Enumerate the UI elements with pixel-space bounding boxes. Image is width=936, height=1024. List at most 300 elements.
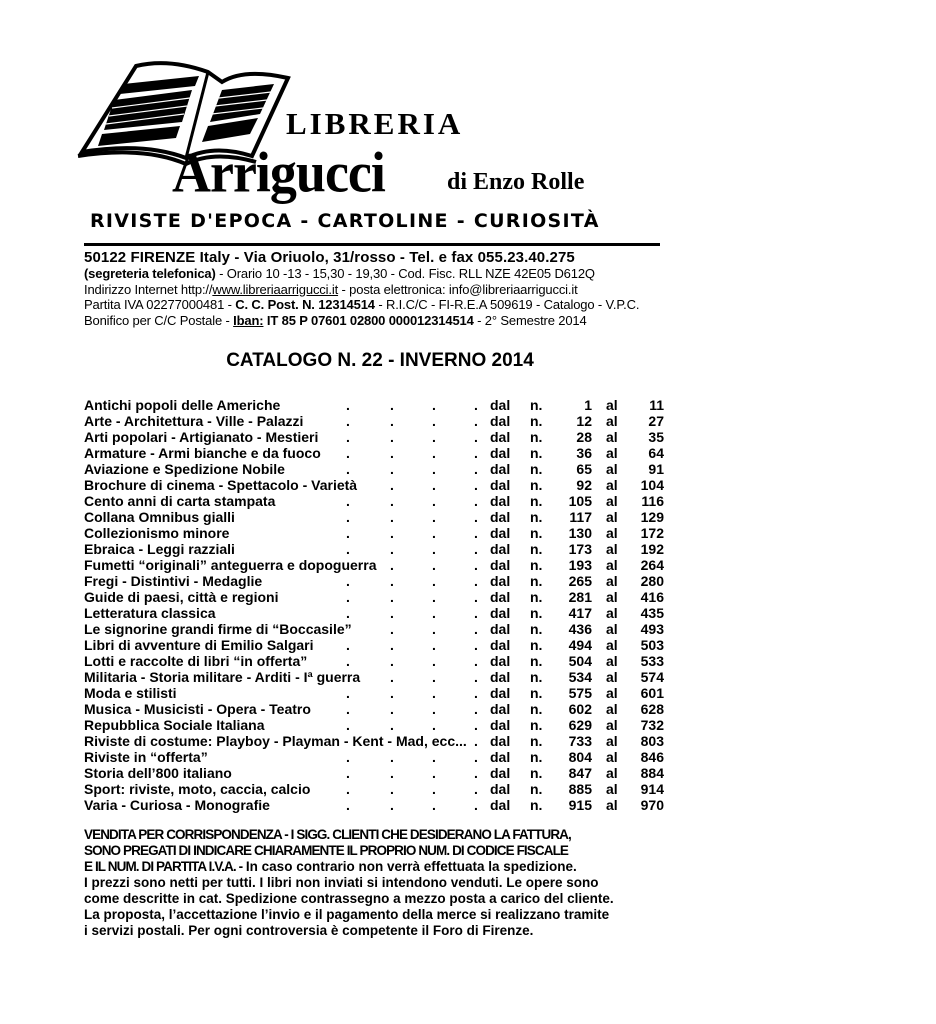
- index-word-to: al: [606, 461, 618, 477]
- index-section-title: Aviazione e Spedizione Nobile: [84, 461, 285, 477]
- index-section-title: Lotti e raccolte di libri “in offerta”: [84, 653, 308, 669]
- index-word-from: dal: [490, 669, 511, 685]
- index-section-title: Riviste in “offerta”: [84, 749, 208, 765]
- hours-text: - Orario 10 -13 - 15,30 - 19,30 - Cod. Fisc. RLL NZE 42E05 D612Q: [215, 266, 595, 281]
- leader-dot: .: [390, 493, 394, 509]
- email-text: - posta elettronica: info@libreriaarrigucci.it: [338, 281, 578, 297]
- index-section-title: Fumetti “originali” anteguerra e dopoguerra: [84, 557, 377, 573]
- index-word-number: n.: [530, 541, 543, 557]
- leader-dot: .: [346, 797, 350, 813]
- index-to-number: 116: [641, 493, 664, 509]
- leader-dot: .: [432, 413, 436, 429]
- index-row: [84, 429, 664, 445]
- index-from-number: 105: [568, 493, 592, 509]
- leader-dot: .: [346, 781, 350, 797]
- index-word-to: al: [606, 637, 618, 653]
- leader-dot: .: [346, 701, 350, 717]
- index-word-to: al: [606, 685, 618, 701]
- leader-dot: .: [390, 717, 394, 733]
- index-from-number: 885: [568, 781, 592, 797]
- index-word-from: dal: [490, 413, 511, 429]
- index-to-number: 914: [640, 781, 664, 797]
- index-to-number: 803: [640, 733, 664, 749]
- index-row: [84, 749, 664, 765]
- index-word-number: n.: [530, 781, 543, 797]
- index-from-number: 847: [568, 765, 592, 781]
- index-to-number: 264: [640, 557, 664, 573]
- leader-dot: .: [474, 781, 478, 797]
- leader-dot: .: [474, 445, 478, 461]
- leader-dot: .: [346, 525, 350, 541]
- leader-dot: .: [474, 637, 478, 653]
- index-word-from: dal: [490, 493, 511, 509]
- leader-dot: .: [346, 717, 350, 733]
- brand-name: Arrigucci: [172, 141, 385, 205]
- store-subtitle: RIVISTE D'EPOCA - CARTOLINE - CURIOSITÀ: [90, 210, 600, 232]
- leader-dot: .: [346, 685, 350, 701]
- index-section-title: Letteratura classica: [84, 605, 216, 621]
- index-word-from: dal: [490, 605, 511, 621]
- leader-dot: .: [390, 637, 394, 653]
- index-word-from: dal: [490, 653, 511, 669]
- leader-dot: .: [432, 653, 436, 669]
- index-from-number: 436: [568, 621, 592, 637]
- index-word-to: al: [606, 397, 618, 413]
- header-divider: [84, 243, 660, 246]
- index-word-to: al: [606, 525, 618, 541]
- index-word-to: al: [606, 477, 618, 493]
- index-to-number: 91: [648, 461, 664, 477]
- index-from-number: 804: [568, 749, 592, 765]
- index-row: [84, 669, 664, 685]
- contact-block: [84, 249, 664, 328]
- leader-dot: .: [346, 413, 350, 429]
- leader-dot: .: [432, 589, 436, 605]
- index-row: [84, 733, 664, 749]
- index-section-title: Guide di paesi, città e regioni: [84, 589, 279, 605]
- index-to-number: 574: [640, 669, 664, 685]
- index-section-title: Arti popolari - Artigianato - Mestieri: [84, 429, 319, 445]
- notice-line-7: i servizi postali. Per ogni controversia è competente il Foro di Firenze.: [84, 923, 534, 938]
- index-word-number: n.: [530, 477, 543, 493]
- index-row: [84, 621, 664, 637]
- leader-dot: .: [346, 429, 350, 445]
- index-row: [84, 461, 664, 477]
- index-word-to: al: [606, 765, 618, 781]
- index-word-to: al: [606, 445, 618, 461]
- index-to-number: 601: [640, 685, 664, 701]
- index-from-number: 534: [568, 669, 592, 685]
- index-row: [84, 781, 664, 797]
- leader-dot: .: [346, 541, 350, 557]
- index-word-number: n.: [530, 797, 543, 813]
- index-word-from: dal: [490, 509, 511, 525]
- index-word-number: n.: [530, 717, 543, 733]
- leader-dot: .: [346, 653, 350, 669]
- answering-machine-note: (segreteria telefonica): [84, 266, 216, 281]
- index-row: [84, 445, 664, 461]
- leader-dot: .: [346, 637, 350, 653]
- leader-dot: .: [432, 445, 436, 461]
- index-section-title: Le signorine grandi firme di “Boccasile”: [84, 621, 352, 637]
- index-from-number: 575: [568, 685, 592, 701]
- leader-dot: .: [390, 797, 394, 813]
- index-word-from: dal: [490, 477, 511, 493]
- index-word-from: dal: [490, 717, 511, 733]
- index-word-to: al: [606, 717, 618, 733]
- index-word-from: dal: [490, 445, 511, 461]
- index-word-number: n.: [530, 461, 543, 477]
- index-to-number: 533: [640, 653, 664, 669]
- notice-line-1: VENDITA PER CORRISPONDENZA - I SIGG. CLIENTI CHE DESIDERANO LA FATTURA,: [84, 827, 571, 842]
- leader-dot: .: [390, 589, 394, 605]
- index-word-to: al: [606, 413, 618, 429]
- index-word-to: al: [606, 733, 618, 749]
- index-word-number: n.: [530, 493, 543, 509]
- address-line: 50122 FIRENZE Italy - Via Oriuolo, 31/rosso - Tel. e fax 055.23.40.275: [84, 249, 575, 266]
- leader-dot: .: [346, 573, 350, 589]
- leader-dot: .: [432, 429, 436, 445]
- iban-line: [84, 313, 664, 329]
- leader-dot: .: [432, 573, 436, 589]
- index-word-number: n.: [530, 701, 543, 717]
- index-word-number: n.: [530, 589, 543, 605]
- notice-vat-rest: In caso contrario non verrà effettuata la spedizione.: [242, 859, 577, 874]
- leader-dot: .: [432, 509, 436, 525]
- index-row: [84, 701, 664, 717]
- index-word-number: n.: [530, 573, 543, 589]
- index-word-to: al: [606, 653, 618, 669]
- leader-dot: .: [474, 685, 478, 701]
- index-section-title: Brochure di cinema - Spettacolo - Varietà: [84, 477, 358, 493]
- leader-dot: .: [474, 461, 478, 477]
- leader-dot: .: [390, 525, 394, 541]
- notice-line-6: La proposta, l’accettazione l’invio e il pagamento della merce si realizzano tramite: [84, 907, 610, 922]
- leader-dot: .: [346, 749, 350, 765]
- index-to-number: 846: [640, 749, 664, 765]
- leader-dot: .: [474, 397, 478, 413]
- index-word-number: n.: [530, 637, 543, 653]
- leader-dot: .: [390, 781, 394, 797]
- index-to-number: 435: [640, 605, 664, 621]
- index-row: [84, 797, 664, 813]
- index-section-title: Collezionismo minore: [84, 525, 230, 541]
- leader-dot: .: [474, 669, 478, 685]
- index-from-number: 92: [576, 477, 592, 493]
- index-row: [84, 557, 664, 573]
- index-word-to: al: [606, 541, 618, 557]
- notice-line-4: I prezzi sono netti per tutti. I libri non inviati si intendono venduti. Le opere sono: [84, 875, 599, 890]
- leader-dot: .: [432, 797, 436, 813]
- leader-dot: .: [432, 477, 436, 493]
- index-word-from: dal: [490, 573, 511, 589]
- leader-dot: .: [432, 717, 436, 733]
- leader-dot: .: [432, 557, 436, 573]
- leader-dot: .: [346, 461, 350, 477]
- leader-dot: .: [390, 605, 394, 621]
- notice-vat-caps: E IL NUM. DI PARTITA I.V.A. -: [84, 859, 243, 874]
- leader-dot: .: [390, 749, 394, 765]
- leader-dot: .: [474, 557, 478, 573]
- index-section-title: Libri di avventure di Emilio Salgari: [84, 637, 314, 653]
- index-to-number: 172: [640, 525, 664, 541]
- leader-dot: .: [390, 541, 394, 557]
- index-row: [84, 765, 664, 781]
- leader-dot: .: [390, 653, 394, 669]
- index-word-from: dal: [490, 797, 511, 813]
- leader-dot: .: [474, 541, 478, 557]
- leader-dot: .: [432, 525, 436, 541]
- index-from-number: 130: [568, 525, 592, 541]
- index-word-number: n.: [530, 429, 543, 445]
- index-from-number: 417: [568, 605, 592, 621]
- index-from-number: 494: [568, 637, 592, 653]
- index-section-title: Antichi popoli delle Americhe: [84, 397, 281, 413]
- leader-dot: .: [474, 765, 478, 781]
- index-to-number: 27: [648, 413, 664, 429]
- index-word-number: n.: [530, 765, 543, 781]
- web-line: [84, 282, 664, 298]
- index-word-to: al: [606, 749, 618, 765]
- index-from-number: 28: [576, 429, 592, 445]
- index-word-number: n.: [530, 413, 543, 429]
- index-row: [84, 541, 664, 557]
- index-to-number: 11: [649, 397, 664, 413]
- index-word-from: dal: [490, 541, 511, 557]
- leader-dot: .: [474, 749, 478, 765]
- brand-owner: di Enzo Rolle: [447, 169, 585, 195]
- leader-dot: .: [474, 717, 478, 733]
- index-row: [84, 685, 664, 701]
- index-word-to: al: [606, 589, 618, 605]
- index-word-to: al: [606, 429, 618, 445]
- index-section-title: Moda e stilisti: [84, 685, 177, 701]
- leader-dot: .: [432, 781, 436, 797]
- index-word-number: n.: [530, 669, 543, 685]
- notice-line-3: [84, 859, 664, 875]
- index-word-from: dal: [490, 765, 511, 781]
- index-word-to: al: [606, 781, 618, 797]
- index-section-title: Militaria - Storia militare - Arditi - Iª guerra: [84, 669, 361, 685]
- index-to-number: 628: [640, 701, 664, 717]
- index-section-title: Repubblica Sociale Italiana: [84, 717, 265, 733]
- index-to-number: 493: [640, 621, 664, 637]
- index-section-title: Collana Omnibus gialli: [84, 509, 235, 525]
- index-word-from: dal: [490, 781, 511, 797]
- hours-line: [84, 266, 664, 282]
- leader-dot: .: [474, 621, 478, 637]
- index-from-number: 733: [568, 733, 592, 749]
- leader-dot: .: [346, 605, 350, 621]
- index-from-number: 117: [569, 509, 592, 525]
- leader-dot: .: [390, 461, 394, 477]
- index-row: [84, 637, 664, 653]
- notice-line-5: come descritte in cat. Spedizione contrassegno a mezzo posta a carico del cliente.: [84, 891, 614, 906]
- index-section-title: Fregi - Distintivi - Medaglie: [84, 573, 263, 589]
- catalog-title: CATALOGO N. 22 - INVERNO 2014: [226, 350, 534, 371]
- postal-account: C. C. Post. N. 12314514: [235, 297, 375, 312]
- index-word-from: dal: [490, 749, 511, 765]
- index-to-number: 732: [640, 717, 664, 733]
- iban-prefix: Bonifico per C/C Postale -: [84, 312, 234, 328]
- index-from-number: 65: [576, 461, 592, 477]
- index-from-number: 265: [568, 573, 592, 589]
- index-word-from: dal: [490, 701, 511, 717]
- leader-dot: .: [432, 765, 436, 781]
- leader-dot: .: [432, 621, 436, 637]
- index-word-number: n.: [530, 685, 543, 701]
- index-row: [84, 413, 664, 429]
- leader-dot: .: [390, 429, 394, 445]
- index-to-number: 416: [640, 589, 664, 605]
- index-from-number: 1: [584, 397, 592, 413]
- index-word-number: n.: [530, 445, 543, 461]
- index-word-number: n.: [530, 397, 543, 413]
- index-section-title: Musica - Musicisti - Opera - Teatro: [84, 701, 311, 717]
- index-row: [84, 525, 664, 541]
- index-word-number: n.: [530, 621, 543, 637]
- index-word-number: n.: [530, 557, 543, 573]
- leader-dot: .: [432, 749, 436, 765]
- leader-dot: .: [390, 445, 394, 461]
- index-word-number: n.: [530, 653, 543, 669]
- index-word-from: dal: [490, 685, 511, 701]
- leader-dot: .: [432, 685, 436, 701]
- index-word-to: al: [606, 797, 618, 813]
- catalog-index: [84, 397, 664, 813]
- index-word-to: al: [606, 493, 618, 509]
- iban-label: Iban:: [233, 312, 264, 328]
- index-row: [84, 477, 664, 493]
- leader-dot: .: [432, 397, 436, 413]
- leader-dot: .: [390, 669, 394, 685]
- vat-prefix: Partita IVA 02277000481 -: [84, 297, 236, 312]
- index-to-number: 35: [648, 429, 664, 445]
- vat-line: [84, 297, 664, 313]
- leader-dot: .: [474, 525, 478, 541]
- leader-dot: .: [474, 605, 478, 621]
- semester-text: - 2° Semestre 2014: [473, 312, 587, 328]
- leader-dot: .: [390, 701, 394, 717]
- leader-dot: .: [432, 637, 436, 653]
- web-prefix: Indirizzo Internet http://: [84, 281, 213, 297]
- index-from-number: 915: [568, 797, 592, 813]
- index-word-to: al: [606, 669, 618, 685]
- index-word-to: al: [606, 605, 618, 621]
- leader-dot: .: [474, 797, 478, 813]
- leader-dot: .: [432, 493, 436, 509]
- index-from-number: 629: [568, 717, 592, 733]
- leader-dot: .: [346, 765, 350, 781]
- index-row: [84, 509, 664, 525]
- leader-dot: .: [474, 429, 478, 445]
- leader-dot: .: [474, 477, 478, 493]
- leader-dot: .: [474, 493, 478, 509]
- index-from-number: 602: [568, 701, 592, 717]
- index-to-number: 503: [640, 637, 664, 653]
- index-section-title: Sport: riviste, moto, caccia, calcio: [84, 781, 311, 797]
- index-section-title: Armature - Armi bianche e da fuoco: [84, 445, 321, 461]
- iban-number: IT 85 P 07601 02800 000012314514: [263, 312, 474, 328]
- index-row: [84, 653, 664, 669]
- leader-dot: .: [346, 509, 350, 525]
- index-word-number: n.: [530, 509, 543, 525]
- index-from-number: 281: [568, 589, 592, 605]
- leader-dot: .: [390, 397, 394, 413]
- leader-dot: .: [346, 493, 350, 509]
- index-from-number: 193: [568, 557, 592, 573]
- index-word-from: dal: [490, 397, 511, 413]
- index-word-from: dal: [490, 589, 511, 605]
- index-from-number: 36: [576, 445, 592, 461]
- index-word-from: dal: [490, 525, 511, 541]
- index-from-number: 12: [576, 413, 592, 429]
- leader-dot: .: [474, 573, 478, 589]
- leader-dot: .: [474, 653, 478, 669]
- leader-dot: .: [346, 589, 350, 605]
- notice-line-2: SONO PREGATI DI INDICARE CHIARAMENTE IL PROPRIO NUM. DI CODICE FISCALE: [84, 843, 569, 858]
- leader-dot: .: [346, 397, 350, 413]
- index-to-number: 280: [640, 573, 664, 589]
- index-from-number: 173: [568, 541, 592, 557]
- index-to-number: 64: [648, 445, 664, 461]
- leader-dot: .: [390, 621, 394, 637]
- index-word-from: dal: [490, 637, 511, 653]
- brand-top: LIBRERIA: [286, 106, 464, 141]
- index-word-to: al: [606, 557, 618, 573]
- index-word-from: dal: [490, 429, 511, 445]
- index-word-from: dal: [490, 733, 511, 749]
- index-section-title: Cento anni di carta stampata: [84, 493, 276, 509]
- index-word-from: dal: [490, 557, 511, 573]
- sales-notice: [84, 827, 664, 939]
- index-word-number: n.: [530, 525, 543, 541]
- index-to-number: 192: [640, 541, 664, 557]
- index-section-title: Ebraica - Leggi razziali: [84, 541, 235, 557]
- index-word-number: n.: [530, 605, 543, 621]
- leader-dot: .: [474, 509, 478, 525]
- leader-dot: .: [390, 685, 394, 701]
- index-to-number: 129: [640, 509, 664, 525]
- index-section-title: Arte - Architettura - Ville - Palazzi: [84, 413, 304, 429]
- index-row: [84, 605, 664, 621]
- leader-dot: .: [390, 557, 394, 573]
- index-section-title: Storia dell’800 italiano: [84, 765, 232, 781]
- leader-dot: .: [432, 461, 436, 477]
- leader-dot: .: [390, 413, 394, 429]
- leader-dot: .: [390, 765, 394, 781]
- leader-dot: .: [474, 733, 478, 749]
- index-to-number: 884: [640, 765, 664, 781]
- index-row: [84, 397, 664, 413]
- index-from-number: 504: [568, 653, 592, 669]
- index-row: [84, 493, 664, 509]
- leader-dot: .: [390, 509, 394, 525]
- leader-dot: .: [432, 541, 436, 557]
- website-link[interactable]: www.libreriaarrigucci.it: [212, 281, 339, 297]
- leader-dot: .: [346, 445, 350, 461]
- index-to-number: 104: [640, 477, 664, 493]
- index-word-to: al: [606, 573, 618, 589]
- index-word-from: dal: [490, 621, 511, 637]
- leader-dot: .: [432, 669, 436, 685]
- index-word-to: al: [606, 621, 618, 637]
- index-row: [84, 589, 664, 605]
- index-row: [84, 717, 664, 733]
- index-word-to: al: [606, 509, 618, 525]
- leader-dot: .: [390, 573, 394, 589]
- index-word-from: dal: [490, 461, 511, 477]
